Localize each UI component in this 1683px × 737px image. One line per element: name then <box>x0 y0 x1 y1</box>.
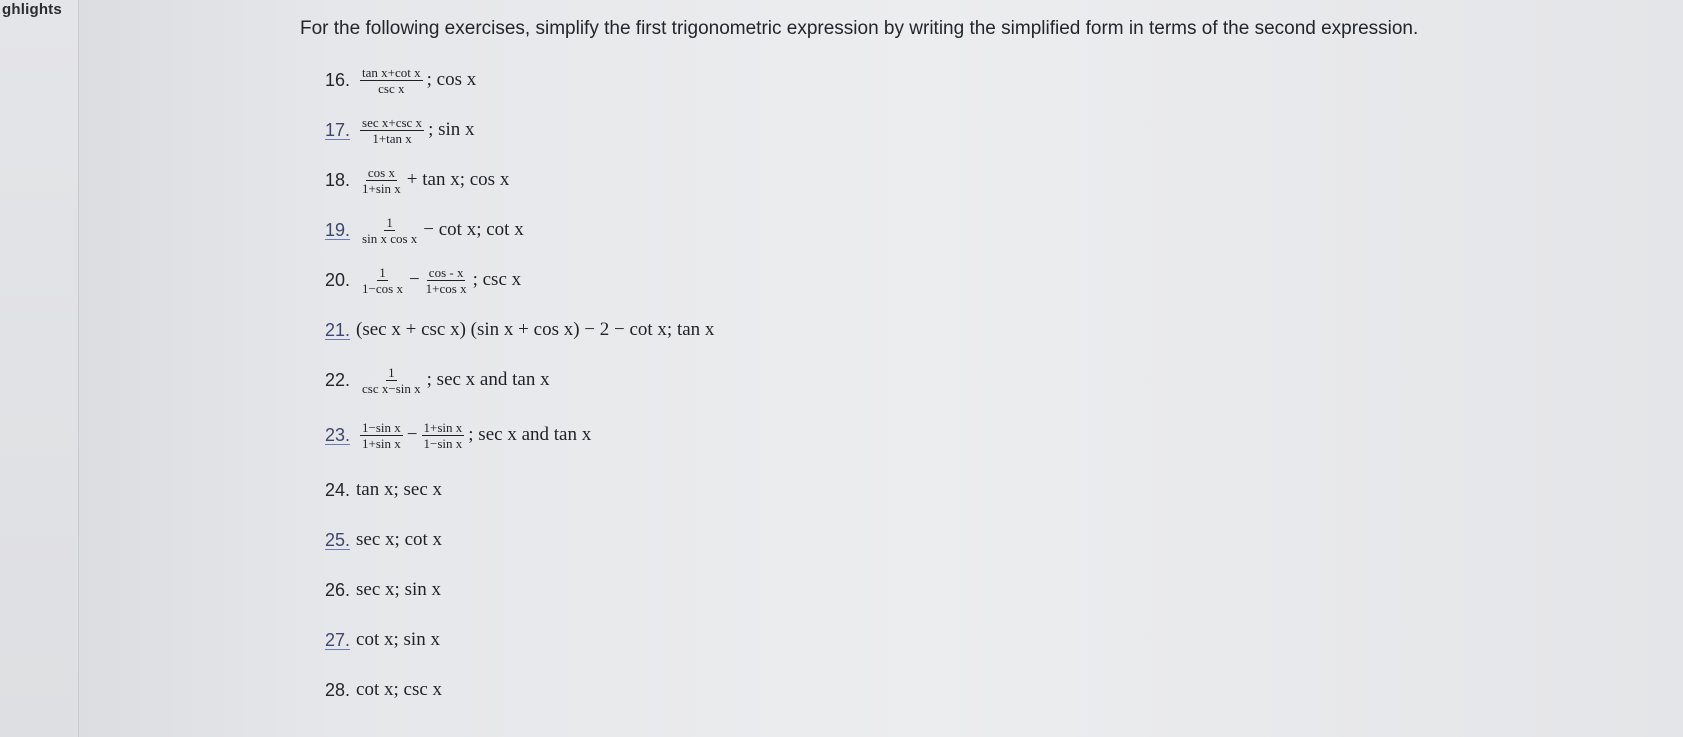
exercise-23[interactable] <box>325 410 591 460</box>
exercise-number-link[interactable]: 19. <box>325 219 351 240</box>
exercise-22 <box>325 355 550 405</box>
expression: cot x; csc x <box>356 679 443 700</box>
minus-operator: − <box>408 269 420 290</box>
denominator: 1+sin x <box>362 435 401 451</box>
exercise-25[interactable] <box>325 515 442 565</box>
exercise-19[interactable] <box>325 205 524 255</box>
exercise-number-link[interactable]: 21. <box>325 319 351 340</box>
exercise-20 <box>325 255 521 305</box>
target-expression: ; cos x <box>426 69 477 90</box>
exercise-16 <box>325 55 476 105</box>
exercise-24 <box>325 465 442 515</box>
exercise-18 <box>325 155 509 205</box>
numerator: cos x <box>367 164 395 180</box>
fraction <box>360 215 419 246</box>
denominator: 1−cos x <box>362 280 403 296</box>
fraction <box>360 115 424 146</box>
minus-operator: − <box>406 424 418 445</box>
highlights-sidebar <box>0 0 79 737</box>
exercise-number: 22. <box>325 369 351 390</box>
highlights-title: ghlights <box>2 1 62 18</box>
exercise-number-link[interactable]: 25. <box>325 529 351 550</box>
denominator: sin x cos x <box>362 230 418 246</box>
exercise-number-link[interactable]: 23. <box>325 424 351 445</box>
target-expression: + tan x; cos x <box>406 169 510 190</box>
fraction-1 <box>360 420 403 451</box>
exercise-17[interactable] <box>325 105 475 155</box>
numerator: cos - x <box>428 264 464 280</box>
fraction-1 <box>360 265 405 296</box>
fraction-2 <box>424 265 469 296</box>
numerator: 1 <box>388 364 395 380</box>
expression: tan x; sec x <box>356 479 443 500</box>
denominator: 1−sin x <box>423 435 463 451</box>
denominator: 1+sin x <box>362 180 401 196</box>
numerator: tan x+cot x <box>362 64 421 80</box>
exercise-number: 24. <box>325 479 351 500</box>
denominator: csc x <box>378 80 405 96</box>
expression: cot x; sin x <box>356 629 440 650</box>
exercise-number: 20. <box>325 269 351 290</box>
numerator: 1 <box>379 264 386 280</box>
target-expression: ; csc x <box>472 269 522 290</box>
target-expression: − cot x; cot x <box>423 219 524 240</box>
fraction <box>360 365 423 396</box>
target-expression: ; sec x and tan x <box>426 369 550 390</box>
fraction-2 <box>422 420 465 451</box>
exercise-number: 16. <box>325 69 351 90</box>
target-expression: ; sec x and tan x <box>468 424 592 445</box>
exercise-28 <box>325 665 442 715</box>
exercise-number: 28. <box>325 679 351 700</box>
fraction <box>360 165 403 196</box>
denominator: csc x−sin x <box>362 380 421 396</box>
exercise-number-link[interactable]: 17. <box>325 119 351 140</box>
exercise-number: 18. <box>325 169 351 190</box>
exercise-26 <box>325 565 441 615</box>
exercise-21[interactable] <box>325 305 714 355</box>
exercise-number-link[interactable]: 27. <box>325 629 351 650</box>
exercise-27[interactable] <box>325 615 440 665</box>
target-expression: ; sin x <box>428 119 475 140</box>
fraction <box>360 65 423 96</box>
expression: sec x; cot x <box>356 529 443 550</box>
numerator: 1−sin x <box>362 419 401 435</box>
exercise-instructions: For the following exercises, simplify the first trigonometric expression by writing the simplified form in terms of the second expression. <box>300 18 1419 39</box>
expression: (sec x + csc x) (sin x + cos x) − 2 − cot x; tan x <box>356 319 715 340</box>
numerator: 1 <box>386 214 393 230</box>
denominator: 1+tan x <box>372 130 412 146</box>
exercise-number: 26. <box>325 579 351 600</box>
expression: sec x; sin x <box>356 579 441 600</box>
numerator: 1+sin x <box>423 419 463 435</box>
denominator: 1+cos x <box>425 280 467 296</box>
numerator: sec x+csc x <box>362 114 423 130</box>
